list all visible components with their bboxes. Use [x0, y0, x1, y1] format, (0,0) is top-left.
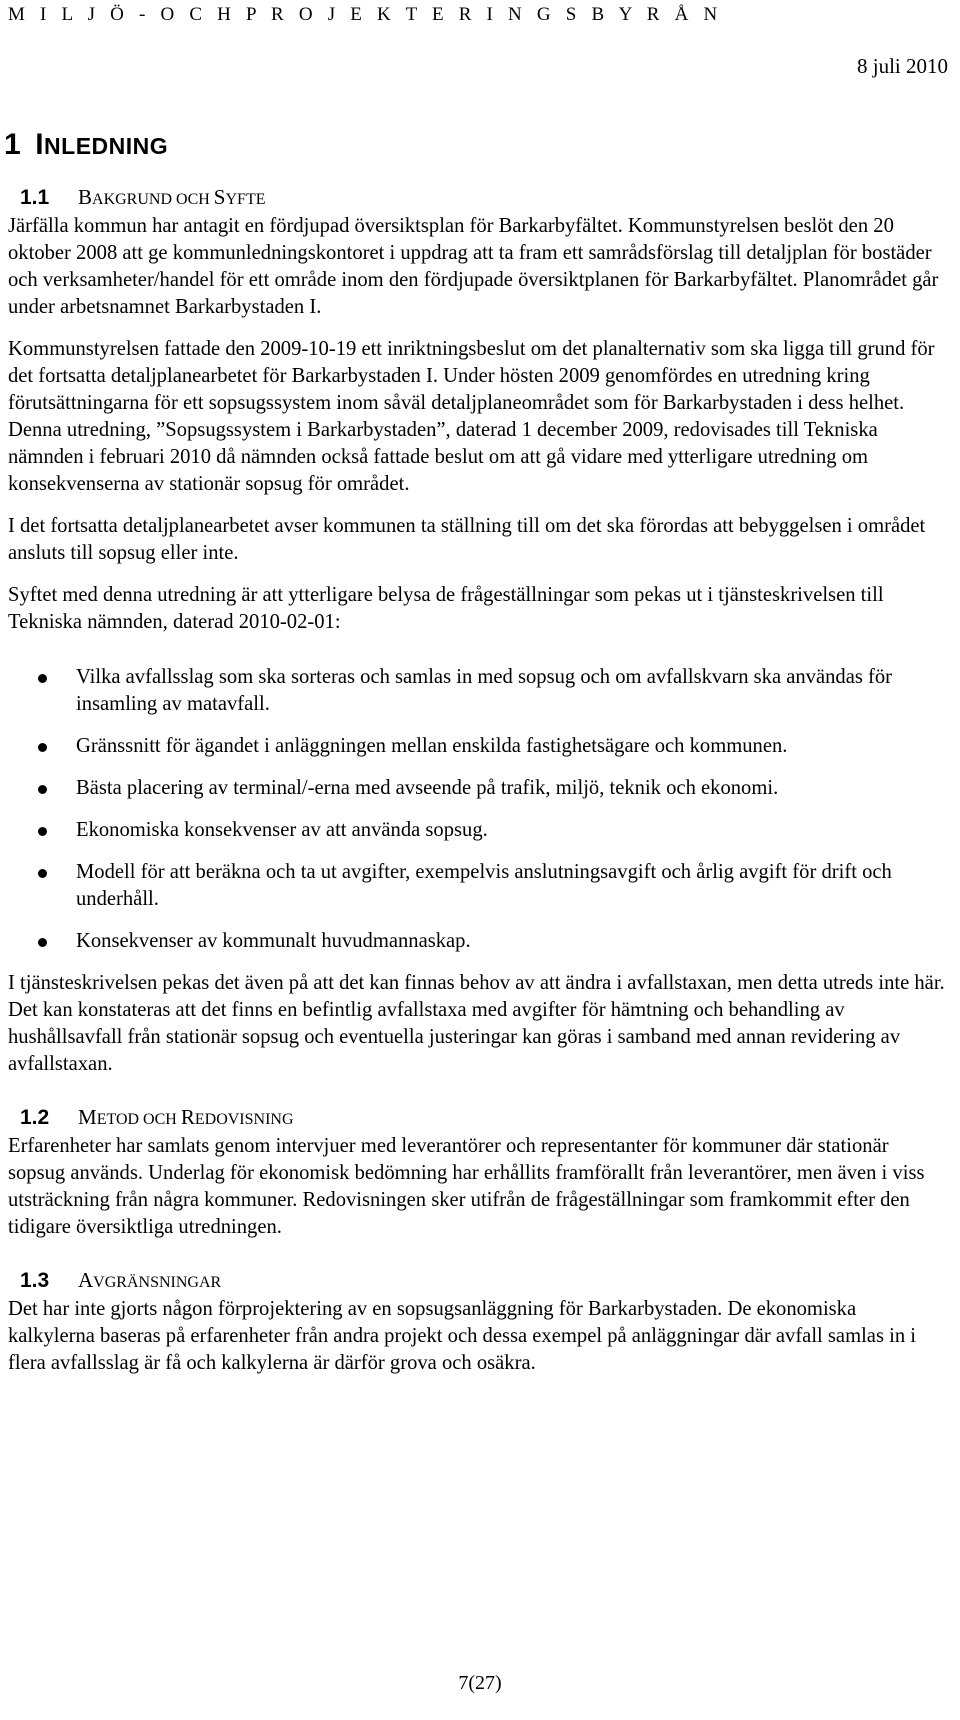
heading-part: S — [213, 185, 226, 209]
list-item — [8, 733, 948, 760]
chapter-number: 1 — [4, 128, 22, 161]
bullet-icon — [38, 938, 47, 947]
list-item — [8, 664, 948, 718]
section-number: 1.3 — [20, 1269, 50, 1292]
paragraph: Kommunstyrelsen fattade den 2009-10-19 ett inriktningsbeslut om det planalternativ som ska ligga till grund för det fortsatta detaljplanearbetet för Barkarbystaden I. Under hösten 2009 genomfördes en utredning kring förutsättningarna för ett sopsugssystem inom såväl detaljplaneområdet som för Barkarbystaden i dess helhet. Denna utredning, ”Sopsugssystem i Barkarbystaden”, daterad 1 december 2009, redovisades till Tekniska nämnden i februari 2010 då nämnden också fattade beslut om att gå vidare med ytterligare utredning om konsekvenserna av stationär sopsug för området. — [8, 338, 935, 495]
list-item — [8, 817, 948, 844]
bullet-icon — [38, 827, 47, 836]
bullet-icon — [38, 743, 47, 752]
list-item-text: Vilka avfallsslag som ska sorteras och samlas in med sopsug och om avfallskvarn ska användas för insamling av matavfall. — [76, 666, 893, 715]
heading-part: VGRÄNSNINGAR — [93, 1274, 222, 1291]
list-item — [8, 775, 948, 802]
section-heading-1-2 — [8, 1104, 948, 1133]
chapter-title-rest: NLEDNING — [44, 133, 169, 159]
paragraph: Erfarenheter har samlats genom intervjuer med leverantörer och representanter för kommuner där stationär sopsug används. Underlag för ekonomisk bedömning har erhållits framförallt från leverantörer, men även i viss utsträckning från några kommuner. Redovisningen sker utifrån de frågeställningar som framkommit efter den tidigare översiktliga utredningen. — [8, 1135, 925, 1238]
bullet-icon — [38, 869, 47, 878]
heading-part: EDOVISNING — [194, 1111, 294, 1128]
list-item-text: Ekonomiska konsekvenser av att använda sopsug. — [76, 819, 488, 841]
heading-part: B — [78, 185, 93, 209]
bullet-icon — [38, 674, 47, 683]
list-item — [8, 859, 948, 913]
heading-part: YFTE — [225, 191, 266, 208]
body-content — [8, 184, 948, 1377]
heading-part: M — [78, 1105, 97, 1129]
list-item-text: Konsekvenser av kommunalt huvudmannaskap. — [76, 930, 471, 952]
document-date: 8 juli 2010 — [856, 54, 948, 78]
chapter-title-first: I — [35, 128, 45, 161]
list-item-text: Bästa placering av terminal/-erna med avseende på trafik, miljö, teknik och ekonomi. — [76, 777, 779, 799]
paragraph: Syftet med denna utredning är att ytterligare belysa de frågeställningar som pekas ut i tjänsteskrivelsen till Tekniska nämnden, daterad 2010-02-01: — [8, 584, 884, 633]
section-heading-1-1 — [8, 184, 948, 213]
heading-part: A — [78, 1268, 94, 1292]
bullet-icon — [38, 785, 47, 794]
list-item-text: Modell för att beräkna och ta ut avgifter, exempelvis anslutningsavgift och årlig avgift för drift och underhåll. — [76, 861, 892, 910]
paragraph: I tjänsteskrivelsen pekas det även på att det kan finnas behov av att ändra i avfallstaxan, men detta utreds inte här. Det kan konstateras att det finns en befintlig avfallstaxa med avgifter för hämtning och behandling av hushållsavfall från stationär sopsug och eventuella justeringar kan göras i samband med annan revidering av avfallstaxan. — [8, 972, 945, 1075]
page-number: 7(27) — [458, 1672, 502, 1694]
chapter-heading — [4, 128, 168, 162]
paragraph: I det fortsatta detaljplanearbetet avser kommunen ta ställning till om det ska förordas att bebyggelsen i området ansluts till sopsug eller inte. — [8, 515, 926, 564]
paragraph: Det har inte gjorts någon förprojektering av en sopsugsanläggning för Barkarbystaden. De ekonomiska kalkylerna baseras på erfarenheter från andra projekt och dessa exempel på anläggningar där avfall samlas in i flera avfallsslag är få och kalkylerna är därför grova och osäkra. — [8, 1298, 916, 1374]
bullet-list — [8, 664, 948, 955]
section-number: 1.2 — [20, 1106, 50, 1129]
section-number: 1.1 — [20, 186, 50, 209]
list-item — [8, 928, 948, 955]
heading-part: AKGRUND OCH — [92, 191, 214, 208]
heading-part: ETOD OCH — [96, 1111, 181, 1128]
running-header: M I L J Ö - O C H P R O J E K T E R I N G S B Y R Å N — [8, 4, 723, 25]
paragraph: Järfälla kommun har antagit en fördjupad översiktsplan för Barkarbyfältet. Kommunstyrelsen beslöt den 20 oktober 2008 att ge kommunledningskontoret i uppdrag att ta fram ett samrådsförslag till detaljplan för bostäder och verksamheter/handel för ett område inom den fördjupade översiktplanen för Barkarbyfältet. Planområdet går under arbetsnamnet Barkarbystaden I. — [8, 215, 939, 318]
heading-part: R — [180, 1105, 195, 1129]
section-heading-1-3 — [8, 1267, 948, 1296]
list-item-text: Gränssnitt för ägandet i anläggningen mellan enskilda fastighetsägare och kommunen. — [76, 735, 788, 757]
